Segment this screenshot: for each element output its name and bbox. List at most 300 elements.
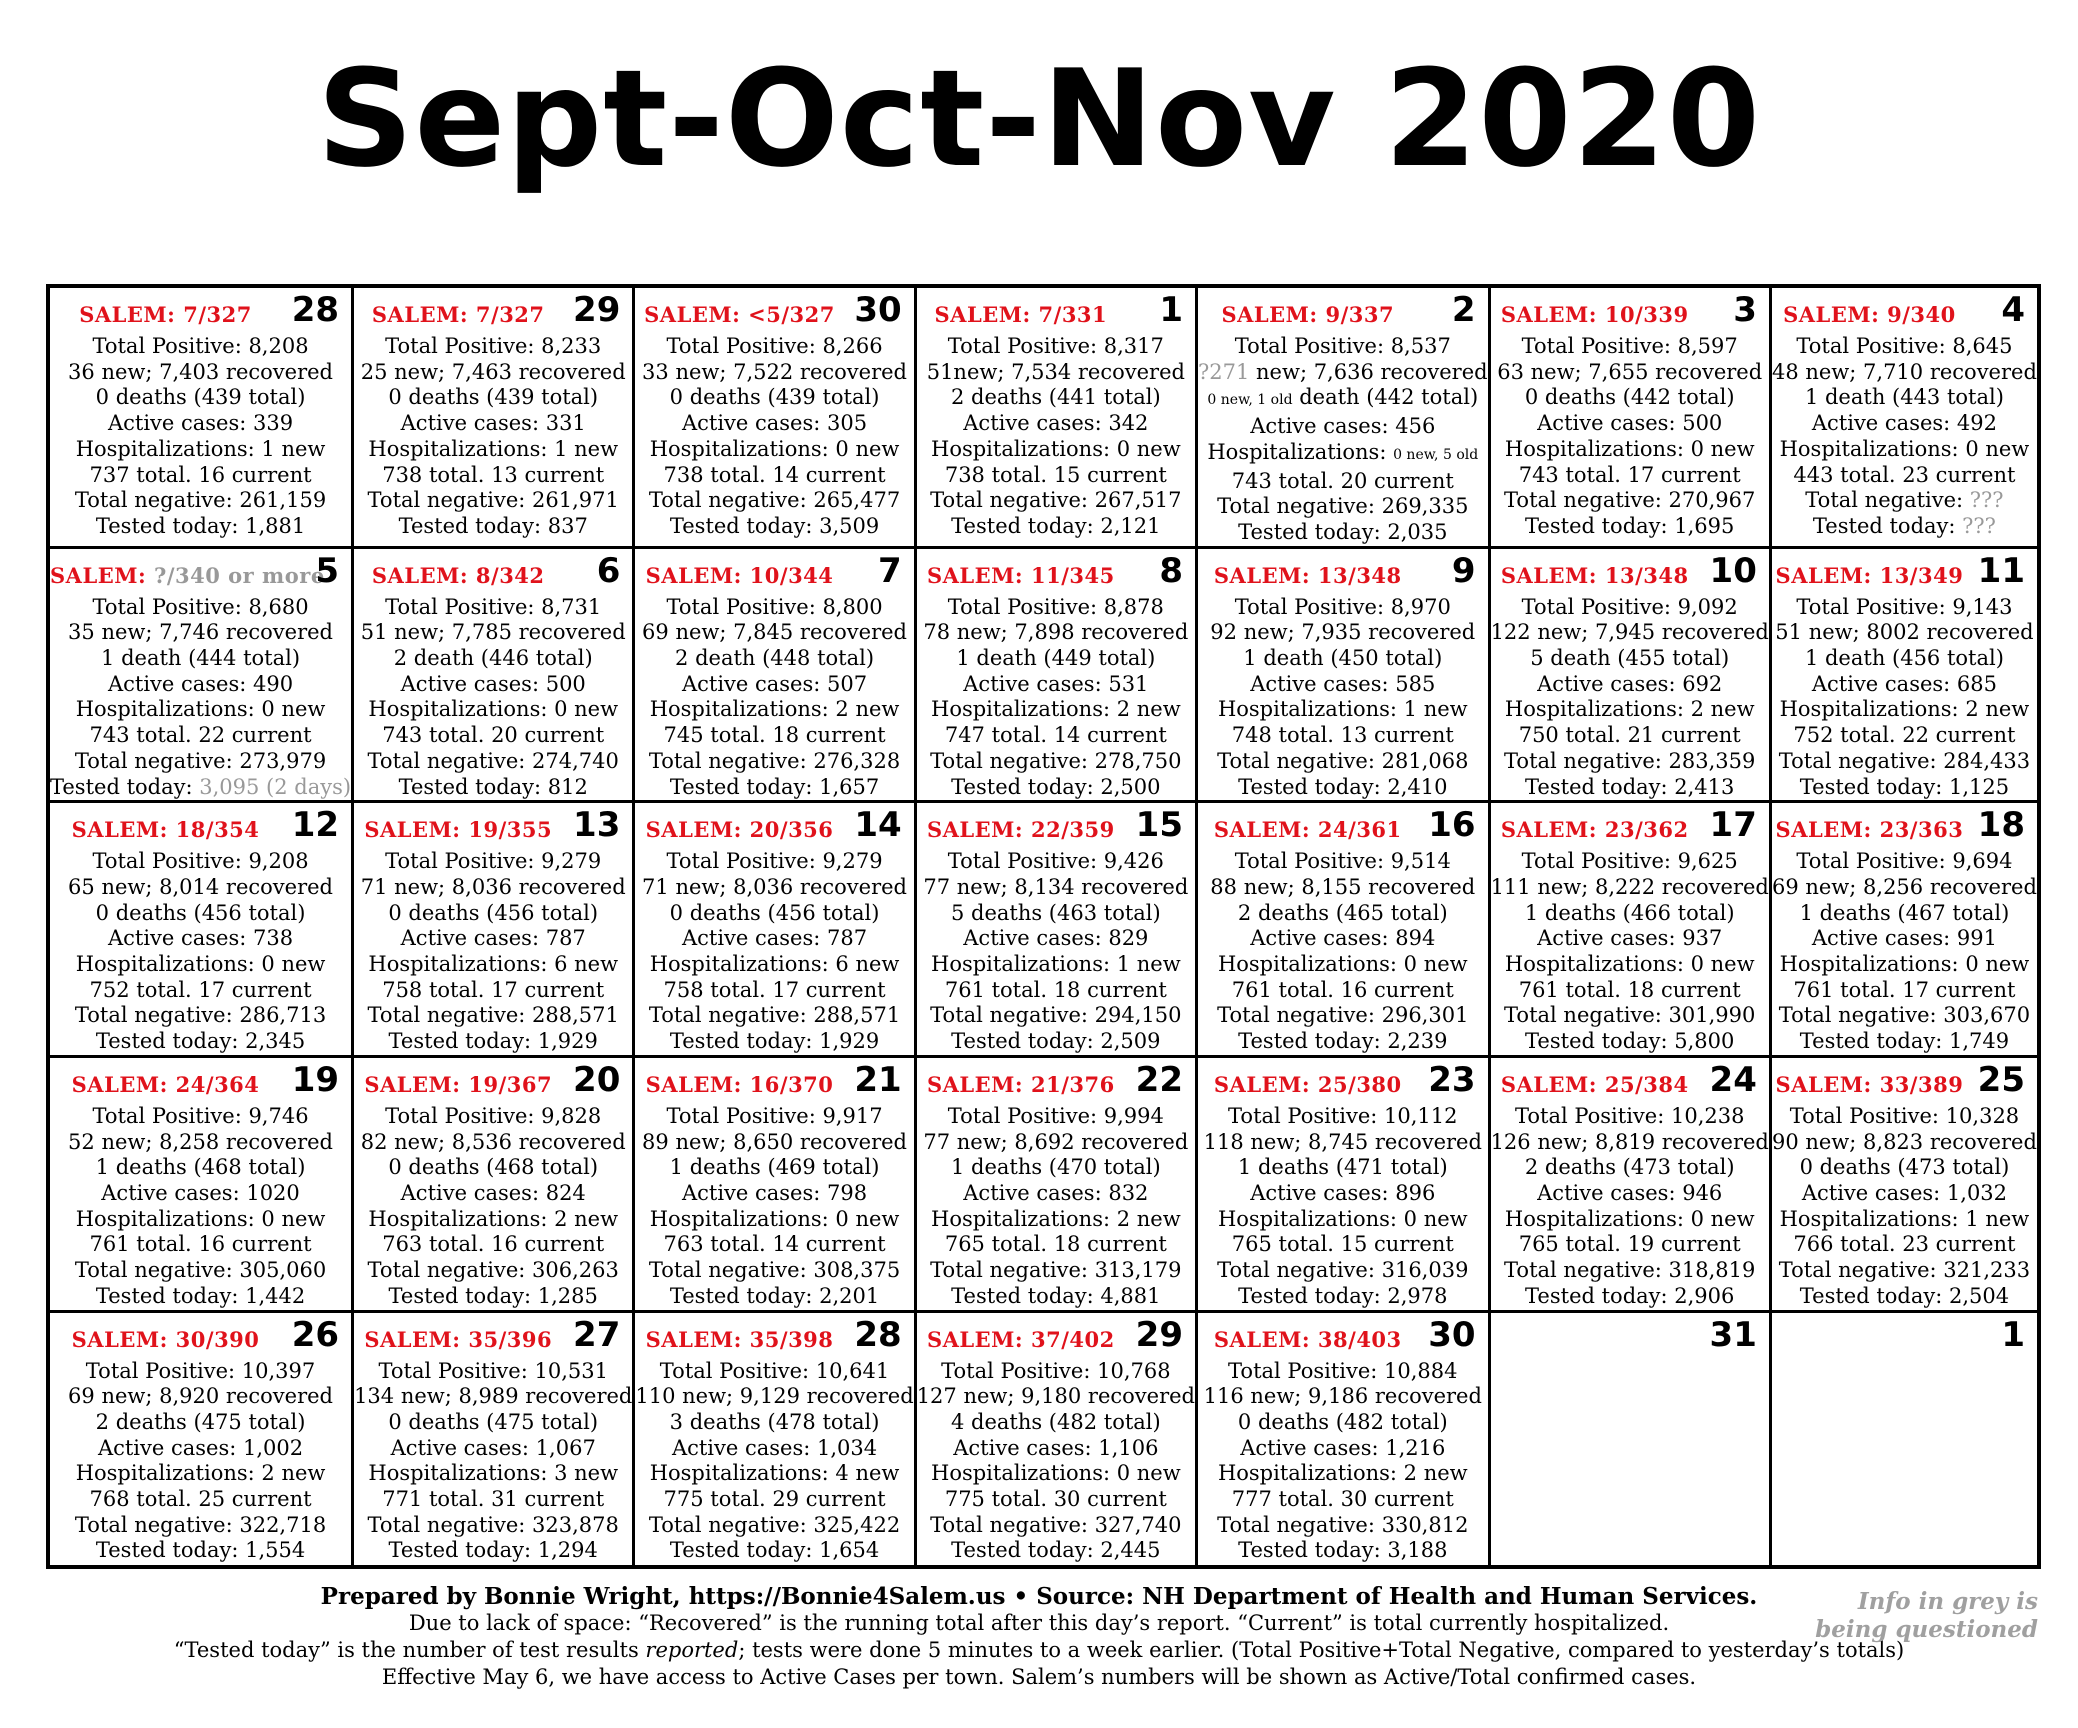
stat-line: 0 deaths (468 total) (388, 1155, 599, 1180)
salem-cases: SALEM: 35/398 (645, 1326, 834, 1352)
stat-line: Tested today: 1,554 (95, 1538, 306, 1563)
stat-line: 763 total. 16 current (382, 1232, 605, 1257)
calendar-day-cell (354, 803, 635, 1058)
calendar-day-cell (1772, 1313, 2037, 1566)
stat-line: 48 new; 7,710 recovered (1771, 359, 2037, 384)
salem-cases: SALEM: 22/359 (926, 817, 1115, 843)
day-stats (1198, 849, 1488, 1055)
stat-line: 69 new; 8,256 recovered (1771, 874, 2037, 899)
cell-header (50, 1058, 351, 1108)
day-number: 17 (1709, 805, 1757, 846)
stat-line: Tested today: 1,654 (669, 1538, 880, 1563)
stat-line: 77 new; 8,134 recovered (923, 874, 1189, 899)
calendar-day-cell (354, 1313, 635, 1566)
day-stats (1772, 1104, 2037, 1310)
stat-line: Total negative: 276,328 (648, 748, 901, 773)
questioned-value: ??? (1969, 488, 2004, 513)
stat-line: Active cases: 531 (963, 671, 1149, 696)
stat-line: Active cases: 991 (1811, 926, 1998, 951)
stat-line: Tested today: 2,504 (1799, 1283, 2010, 1308)
cell-header (917, 549, 1195, 599)
stat-line: Tested today: 2,445 (951, 1538, 1161, 1563)
stat-line: 88 new; 8,155 recovered (1210, 874, 1476, 899)
stat-line: Total Positive: 8,800 (666, 594, 883, 619)
page-title: Sept-Oct-Nov 2020 (316, 41, 1762, 197)
stat-line: 765 total. 15 current (1231, 1232, 1454, 1257)
day-stats (1198, 1104, 1488, 1310)
day-stats (1772, 334, 2037, 540)
stat-line: 1 death (450 total) (1243, 646, 1443, 671)
stat-line: Active cases: 1,032 (1801, 1180, 2008, 1205)
cell-header (50, 549, 351, 599)
stat-line: 25 new; 7,463 recovered (360, 359, 626, 384)
stat-line: Total Positive: 10,768 (941, 1358, 1171, 1383)
stat-line: 758 total. 17 current (382, 977, 605, 1002)
cell-header (635, 1058, 913, 1108)
calendar-day-cell (354, 549, 635, 804)
salem-cases: SALEM: 10/339 (1500, 302, 1689, 327)
stat-line: 771 total. 31 current (382, 1487, 605, 1512)
stat-line: 0 deaths (456 total) (669, 900, 880, 925)
day-number: 12 (291, 805, 340, 846)
day-stats (1491, 849, 1769, 1055)
salem-cases: SALEM: 24/361 (1213, 817, 1402, 843)
day-stats (917, 1359, 1195, 1565)
calendar-day-cell (1772, 1058, 2037, 1313)
stat-line: Active cases: 937 (1537, 926, 1723, 951)
stat-line: 2 death (448 total) (675, 646, 875, 671)
stat-line: Total negative: 308,375 (648, 1258, 901, 1283)
day-stats (917, 595, 1195, 801)
questioned-value: ?/340 or more (154, 562, 325, 588)
stat-line: Active cases: 1,106 (953, 1435, 1159, 1460)
salem-cases: SALEM: 23/363 (1775, 817, 1964, 843)
day-stats (354, 334, 632, 540)
stat-line: 78 new; 7,898 recovered (923, 620, 1189, 645)
stat-line: Tested today: 2,906 (1525, 1283, 1735, 1308)
stat-line: Hospitalizations: 3 new (368, 1461, 619, 1486)
stat-line: 1 deaths (469 total) (669, 1155, 880, 1180)
calendar-day-cell (50, 1313, 354, 1566)
stat-line: Total negative: 306,263 (367, 1258, 619, 1283)
stat-line: Hospitalizations: 0 new (1217, 1206, 1468, 1231)
stat-line: Total Positive: 9,828 (385, 1103, 602, 1128)
stat-line: 1 deaths (471 total) (1237, 1155, 1448, 1180)
salem-cases: SALEM: 33/389 (1775, 1071, 1964, 1097)
stat-line: 766 total. 23 current (1793, 1232, 2016, 1257)
stat-line: Tested today: 1,695 (1525, 513, 1735, 538)
stat-line: 0 new, 1 old death (442 total) (1207, 385, 1479, 410)
cell-header (354, 549, 632, 599)
stat-line: 118 new; 8,745 recovered (1203, 1129, 1482, 1154)
stat-line: Active cases: 585 (1250, 671, 1436, 696)
stat-line: 69 new; 7,845 recovered (642, 620, 907, 645)
stat-line: Total negative: 267,517 (930, 488, 1182, 513)
stat-line: Hospitalizations: 1 new (1779, 1206, 2030, 1231)
calendar-day-cell (1491, 1313, 1772, 1566)
day-number: 11 (1977, 550, 2025, 591)
day-stats (635, 1359, 913, 1565)
salem-cases: SALEM: 16/370 (645, 1071, 834, 1097)
salem-cases: SALEM: 30/390 (71, 1326, 260, 1352)
day-number: 1 (2001, 1314, 2025, 1355)
day-stats (50, 1104, 351, 1310)
calendar-day-cell (50, 803, 354, 1058)
stat-line: 0 deaths (456 total) (388, 900, 599, 925)
stat-line: Hospitalizations: 2 new (1779, 697, 2030, 722)
stat-line: 747 total. 14 current (944, 723, 1167, 748)
day-stats (917, 849, 1195, 1055)
stat-line: 768 total. 25 current (89, 1487, 312, 1512)
questioned-value: 3,095 (2 days) (199, 774, 352, 799)
stat-line: Hospitalizations: 0 new (1504, 952, 1755, 977)
stat-line: Hospitalizations: 6 new (368, 952, 619, 977)
calendar-day-cell (917, 288, 1198, 549)
stat-line: Total negative: 283,359 (1504, 748, 1756, 773)
day-stats (50, 595, 351, 801)
calendar-day-cell (1491, 1058, 1772, 1313)
stat-line: Total negative: 284,433 (1778, 748, 2031, 773)
stat-line: 2 deaths (473 total) (1524, 1155, 1735, 1180)
stat-line: Total Positive: 10,884 (1228, 1358, 1458, 1383)
day-stats (1198, 1359, 1488, 1565)
cell-header (354, 288, 632, 338)
calendar-day-cell (1772, 549, 2037, 804)
stat-line: Total negative: 269,335 (1217, 494, 1469, 519)
footer-credit: Prepared by Bonnie Wright, https://Bonnie4Salem.us • Source: NH Department of Health and Human Services. (320, 1583, 1758, 1610)
salem-cases: SALEM: 24/364 (71, 1071, 260, 1097)
detail-note: 0 new, 5 old (1393, 446, 1479, 463)
stat-line: Hospitalizations: 4 new (649, 1461, 900, 1486)
calendar-day-cell (635, 1058, 916, 1313)
calendar-day-cell (354, 1058, 635, 1313)
salem-cases: SALEM: 19/355 (364, 817, 553, 843)
stat-line: 761 total. 18 current (944, 977, 1167, 1002)
cell-header (354, 803, 632, 853)
stat-line: 127 new; 9,180 recovered (916, 1384, 1195, 1409)
cell-header (917, 803, 1195, 853)
stat-line: Active cases: 500 (1537, 411, 1723, 436)
stat-line: Hospitalizations: 2 new (1217, 1461, 1468, 1486)
salem-cases: SALEM: 9/340 (1783, 302, 1956, 327)
stat-line: Total Positive: 10,238 (1514, 1103, 1745, 1128)
stat-line: Hospitalizations: 2 new (931, 1206, 1181, 1231)
stat-line: 0 deaths (439 total) (388, 385, 599, 410)
stat-line: 2 deaths (475 total) (95, 1409, 306, 1434)
day-number: 19 (291, 1059, 340, 1100)
stat-line: Tested today: 2,413 (1525, 774, 1735, 799)
calendar-day-cell (635, 288, 916, 549)
stat-line: Tested today: 2,509 (951, 1029, 1161, 1054)
stat-line: Total Positive: 8,878 (947, 594, 1164, 619)
stat-line: 761 total. 16 current (1231, 977, 1454, 1002)
cell-header (1198, 549, 1488, 599)
stat-line: Total negative: 296,301 (1217, 1003, 1469, 1028)
stat-line: Hospitalizations: 2 new (1504, 697, 1755, 722)
stat-line: Active cases: 829 (963, 926, 1149, 951)
day-number: 3 (1733, 290, 1757, 330)
stat-line: Hospitalizations: 1 new (368, 436, 619, 461)
questioned-value: ??? (1962, 513, 1996, 538)
stat-line: 5 death (455 total) (1530, 646, 1730, 671)
stat-line: 1 death (443 total) (1804, 385, 2004, 410)
stat-line: Hospitalizations: 0 new (1779, 952, 2030, 977)
stat-line: Total Positive: 8,731 (385, 594, 602, 619)
stat-line: 2 death (446 total) (393, 646, 593, 671)
calendar-day-cell (1491, 288, 1772, 549)
stat-line: Tested today: 2,345 (95, 1029, 306, 1054)
stat-line: Active cases: 1020 (101, 1180, 300, 1205)
stat-line: Hospitalizations: 1 new (1217, 697, 1468, 722)
stat-line: Active cases: 1,216 (1240, 1435, 1446, 1460)
cell-header (1772, 288, 2037, 338)
footer-notes (0, 1583, 2078, 1691)
stat-line: Hospitalizations: 0 new (75, 952, 326, 977)
day-number: 9 (1451, 550, 1476, 591)
stat-line: 748 total. 13 current (1231, 723, 1454, 748)
stat-line: Total Positive: 8,266 (666, 334, 883, 358)
day-number: 26 (291, 1314, 340, 1355)
salem-cases: SALEM: 23/362 (1500, 817, 1689, 843)
detail-note: 0 new, 1 old (1207, 392, 1293, 409)
stat-line: 2 deaths (465 total) (1237, 900, 1448, 925)
day-number: 30 (1428, 1314, 1476, 1355)
cell-header (635, 549, 913, 599)
stat-line: 90 new; 8,823 recovered (1771, 1129, 2037, 1154)
cell-header (1198, 803, 1488, 853)
salem-cases: SALEM: 9/337 (1221, 302, 1395, 327)
calendar-day-cell (50, 1058, 354, 1313)
stat-line: Total negative: 318,819 (1504, 1258, 1756, 1283)
day-number: 28 (291, 290, 340, 330)
salem-cases: SALEM: 11/345 (926, 562, 1115, 588)
salem-cases: SALEM: 37/402 (926, 1326, 1115, 1352)
day-stats (354, 1104, 632, 1310)
stat-line: Total Positive: 9,514 (1234, 849, 1451, 874)
cell-header (1491, 803, 1769, 853)
stat-line: Hospitalizations: 0 new (649, 1206, 900, 1231)
stat-line: Tested today: 3,509 (669, 513, 880, 538)
stat-line: Total Positive: 9,694 (1796, 849, 2013, 874)
day-number: 2 (1451, 290, 1476, 330)
calendar-day-cell (917, 1058, 1198, 1313)
day-number: 1 (1159, 290, 1183, 330)
day-stats (1491, 595, 1769, 801)
day-number: 10 (1709, 550, 1757, 591)
stat-line: 743 total. 17 current (1518, 462, 1741, 487)
stat-line: Active cases: 824 (400, 1180, 586, 1205)
day-stats (1198, 334, 1488, 546)
calendar-day-cell (50, 549, 354, 804)
stat-line: 763 total. 14 current (663, 1232, 886, 1257)
stat-line: 775 total. 29 current (663, 1487, 886, 1512)
day-stats (917, 1104, 1195, 1310)
stat-line: Hospitalizations: 0 new (1779, 436, 2030, 461)
stat-line: 0 deaths (482 total) (1237, 1409, 1448, 1434)
day-stats (635, 1104, 913, 1310)
calendar-day-cell (1198, 1313, 1491, 1566)
stat-line: Total negative: 322,718 (74, 1512, 327, 1537)
stat-line: Tested today: 1,285 (388, 1283, 598, 1308)
stat-line: Hospitalizations: 0 new (1504, 436, 1755, 461)
stat-line: Hospitalizations: 0 new (931, 436, 1181, 461)
stat-line: Tested today: 1,929 (669, 1029, 880, 1054)
stat-line: Tested today: 2,978 (1238, 1283, 1448, 1308)
stat-line: Hospitalizations: 6 new (649, 952, 900, 977)
stat-line: Tested today: ??? (1812, 513, 1996, 538)
day-number: 21 (854, 1059, 902, 1100)
stat-line: ?271 new; 7,636 recovered (1198, 359, 1488, 384)
stat-line: 737 total. 16 current (89, 462, 312, 487)
cell-header (1198, 1313, 1488, 1363)
stat-line: Active cases: 456 (1250, 414, 1436, 439)
day-stats (635, 595, 913, 801)
salem-cases: SALEM: 25/384 (1500, 1071, 1689, 1097)
stat-line: Total negative: 305,060 (74, 1258, 327, 1283)
stat-line: 777 total. 30 current (1231, 1487, 1454, 1512)
day-stats (354, 1359, 632, 1565)
grey-info-note: Info in grey is being questioned (1815, 1588, 2038, 1643)
day-number: 7 (878, 550, 902, 591)
calendar-day-cell (917, 1313, 1198, 1566)
stat-line: Active cases: 692 (1537, 671, 1723, 696)
stat-line: Tested today: 3,188 (1238, 1538, 1448, 1563)
stat-line: 1 deaths (467 total) (1799, 900, 2010, 925)
day-number: 20 (573, 1059, 621, 1100)
stat-line: Active cases: 492 (1811, 411, 1998, 436)
stat-line: Total Positive: 10,112 (1228, 1103, 1458, 1128)
stat-line: Total negative: 323,878 (367, 1512, 619, 1537)
stat-line: 36 new; 7,403 recovered (68, 359, 333, 384)
salem-cases: SALEM: <5/327 (644, 302, 835, 327)
stat-line: 126 new; 8,819 recovered (1490, 1129, 1769, 1154)
stat-line: 0 deaths (439 total) (669, 385, 880, 410)
stat-line: Total negative: 278,750 (930, 748, 1182, 773)
stat-line: 775 total. 30 current (944, 1487, 1167, 1512)
stat-line: Total negative: 325,422 (648, 1512, 901, 1537)
stat-line: Tested today: 837 (398, 513, 588, 538)
cell-header (1772, 803, 2037, 853)
stat-line: 752 total. 22 current (1793, 723, 2016, 748)
stat-line: 0 deaths (473 total) (1799, 1155, 2010, 1180)
stat-line: 765 total. 19 current (1518, 1232, 1741, 1257)
stat-line: Active cases: 490 (107, 671, 294, 696)
stat-line: Total negative: 265,477 (648, 488, 901, 513)
stat-line: Tested today: 812 (398, 774, 588, 799)
salem-cases: SALEM: 13/348 (1213, 562, 1402, 588)
salem-cases: SALEM: 19/367 (364, 1071, 553, 1097)
stat-line: Total Positive: 9,208 (92, 849, 309, 874)
day-number: 8 (1159, 550, 1183, 591)
stat-line: Hospitalizations: 1 new (75, 436, 326, 461)
salem-cases: SALEM: ?/340 or more (50, 562, 325, 588)
salem-cases: SALEM: 7/327 (79, 302, 252, 327)
stat-line: Active cases: 798 (681, 1180, 868, 1205)
day-number: 30 (854, 290, 902, 330)
stat-line: 111 new; 8,222 recovered (1490, 874, 1769, 899)
cell-header (917, 1313, 1195, 1363)
stat-line: 761 total. 16 current (89, 1232, 312, 1257)
stat-line: Active cases: 1,067 (390, 1435, 596, 1460)
calendar-day-cell (1198, 1058, 1491, 1313)
day-stats (1491, 334, 1769, 540)
day-stats (1772, 849, 2037, 1055)
stat-line: Tested today: 2,121 (951, 513, 1161, 538)
cell-header (1491, 1313, 1769, 1363)
footer-note-recovered: Due to lack of space: “Recovered” is the running total after this day’s report. “Current” is total currently hospitalized. (408, 1611, 1670, 1635)
stat-line: 65 new; 8,014 recovered (68, 874, 333, 899)
salem-cases: SALEM: 7/327 (371, 302, 545, 327)
calendar-day-cell (1772, 803, 2037, 1058)
stat-line: Hospitalizations: 2 new (649, 697, 900, 722)
cell-header (635, 288, 913, 338)
stat-line: Active cases: 787 (400, 926, 586, 951)
cell-header (635, 1313, 913, 1363)
stat-line: Total Positive: 10,328 (1789, 1103, 2020, 1128)
stat-line: Total negative: 270,967 (1504, 488, 1756, 513)
day-stats (50, 849, 351, 1055)
stat-line: 0 deaths (442 total) (1524, 385, 1735, 410)
stat-line: Total Positive: 9,426 (947, 849, 1164, 874)
stat-line: 765 total. 18 current (944, 1232, 1167, 1257)
stat-line: Total negative: 288,571 (648, 1003, 901, 1028)
stat-line: Total negative: ??? (1805, 488, 2004, 513)
stat-line: 1 death (444 total) (101, 646, 301, 671)
stat-line: Total negative: 303,670 (1778, 1003, 2031, 1028)
stat-line: 92 new; 7,935 recovered (1210, 620, 1476, 645)
stat-line: Hospitalizations: 1 new (931, 952, 1181, 977)
stat-line: Active cases: 507 (681, 671, 868, 696)
stat-line: Hospitalizations: 2 new (931, 697, 1181, 722)
calendar-day-cell (917, 549, 1198, 804)
stat-line: 758 total. 17 current (663, 977, 886, 1002)
stat-line: 1 deaths (470 total) (950, 1155, 1161, 1180)
stat-line: 738 total. 15 current (944, 462, 1167, 487)
stat-line: Total negative: 330,812 (1217, 1512, 1469, 1537)
stat-line: 443 total. 23 current (1793, 462, 2016, 487)
stat-line: Tested today: 1,125 (1799, 774, 2010, 799)
stat-line: Hospitalizations: 0 new, 5 old (1207, 439, 1479, 464)
footer-note-active: Effective May 6, we have access to Active Cases per town. Salem’s numbers will be shown as Active/Total confirmed cases. (381, 1665, 1697, 1689)
stat-line: Total Positive: 10,531 (378, 1358, 608, 1383)
stat-line: 122 new; 7,945 recovered (1490, 620, 1769, 645)
cell-header (1772, 549, 2037, 599)
day-stats (354, 849, 632, 1055)
stat-line: Tested today: 2,201 (669, 1283, 880, 1308)
day-number: 28 (854, 1314, 902, 1355)
stat-line: 1 deaths (468 total) (95, 1155, 306, 1180)
salem-cases: SALEM: 20/356 (645, 817, 834, 843)
stat-line: 51new; 7,534 recovered (926, 359, 1185, 384)
calendar-day-cell (1198, 288, 1491, 549)
day-number: 29 (1135, 1314, 1183, 1355)
day-number: 13 (573, 805, 621, 846)
cell-header (1198, 1058, 1488, 1108)
stat-line: Active cases: 500 (400, 671, 586, 696)
stat-line: 3 deaths (478 total) (669, 1409, 880, 1434)
stat-line: Total negative: 261,159 (74, 488, 327, 513)
stat-line: Active cases: 685 (1811, 671, 1998, 696)
stat-line: Active cases: 946 (1537, 1180, 1723, 1205)
stat-line: 761 total. 17 current (1793, 977, 2016, 1002)
stat-line: 89 new; 8,650 recovered (642, 1129, 907, 1154)
stat-line: 71 new; 8,036 recovered (642, 874, 907, 899)
salem-cases: SALEM: 10/344 (645, 562, 834, 588)
stat-line: Total Positive: 8,233 (385, 334, 602, 358)
day-stats (50, 1359, 351, 1565)
day-stats (635, 334, 913, 540)
stat-line: Total negative: 273,979 (74, 748, 327, 773)
